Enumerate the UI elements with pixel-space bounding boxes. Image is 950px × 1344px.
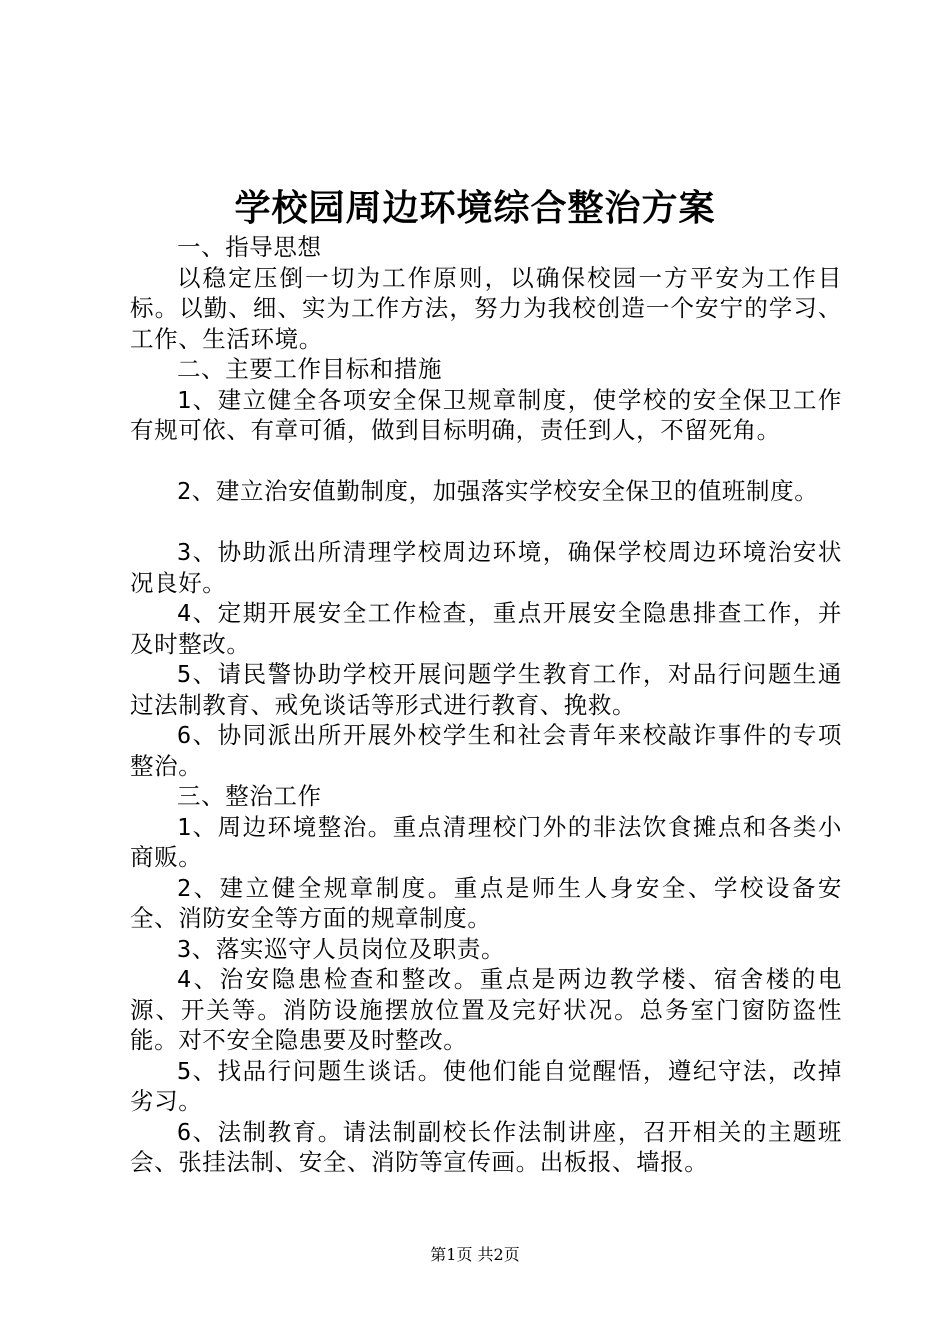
paragraph: 6、法制教育。请法制副校长作法制讲座，召开相关的主题班会、张挂法制、安全、消防等宣传画。出板报、墙报。 [130,1117,842,1176]
paragraph: 3、落实巡守人员岗位及职责。 [177,934,506,963]
paragraph: 以稳定压倒一切为工作原则，以确保校园一方平安为工作目标。以勤、细、实为工作方法，努力为我校创造一个安宁的学习、工作、生活环境。 [130,263,842,353]
paragraph: 2、建立治安值勤制度，加强落实学校安全保卫的值班制度。 [177,477,819,505]
document-title: 学校园周边环境综合整治方案 [234,187,716,229]
page-footer: 第1页 共2页 [430,1245,520,1264]
paragraph: 4、定期开展安全工作检查，重点开展安全隐患排查工作，并及时整改。 [130,599,842,658]
document-body [130,232,842,1178]
paragraph: 4、治安隐患检查和整改。重点是两边教学楼、宿舍楼的电源、开关等。消防设施摆放位置及完好状况。总务室门窗防盗性能。对不安全隐患要及时整改。 [130,965,842,1054]
paragraph: 1、周边环境整治。重点清理校门外的非法饮食摊点和各类小商贩。 [130,812,842,871]
section-heading: 一、指导思想 [177,233,322,261]
section-heading: 二、主要工作目标和措施 [177,355,443,383]
paragraph: 6、协同派出所开展外校学生和社会青年来校敲诈事件的专项整治。 [130,721,842,780]
paragraph: 5、请民警协助学校开展问题学生教育工作，对品行问题生通过法制教育、戒免谈话等形式进行教育、挽救。 [130,660,842,719]
paragraph: 2、建立健全规章制度。重点是师生人身安全、学校设备安全、消防安全等方面的规章制度。 [130,873,842,932]
paragraph: 5、找品行问题生谈话。使他们能自觉醒悟，遵纪守法，改掉劣习。 [130,1056,842,1115]
section-heading: 三、整治工作 [177,782,322,810]
paragraph: 3、协助派出所清理学校周边环境，确保学校周边环境治安状况良好。 [130,538,842,597]
paragraph: 1、建立健全各项安全保卫规章制度，使学校的安全保卫工作有规可依、有章可循，做到目标明确，责任到人，不留死角。 [130,385,842,444]
